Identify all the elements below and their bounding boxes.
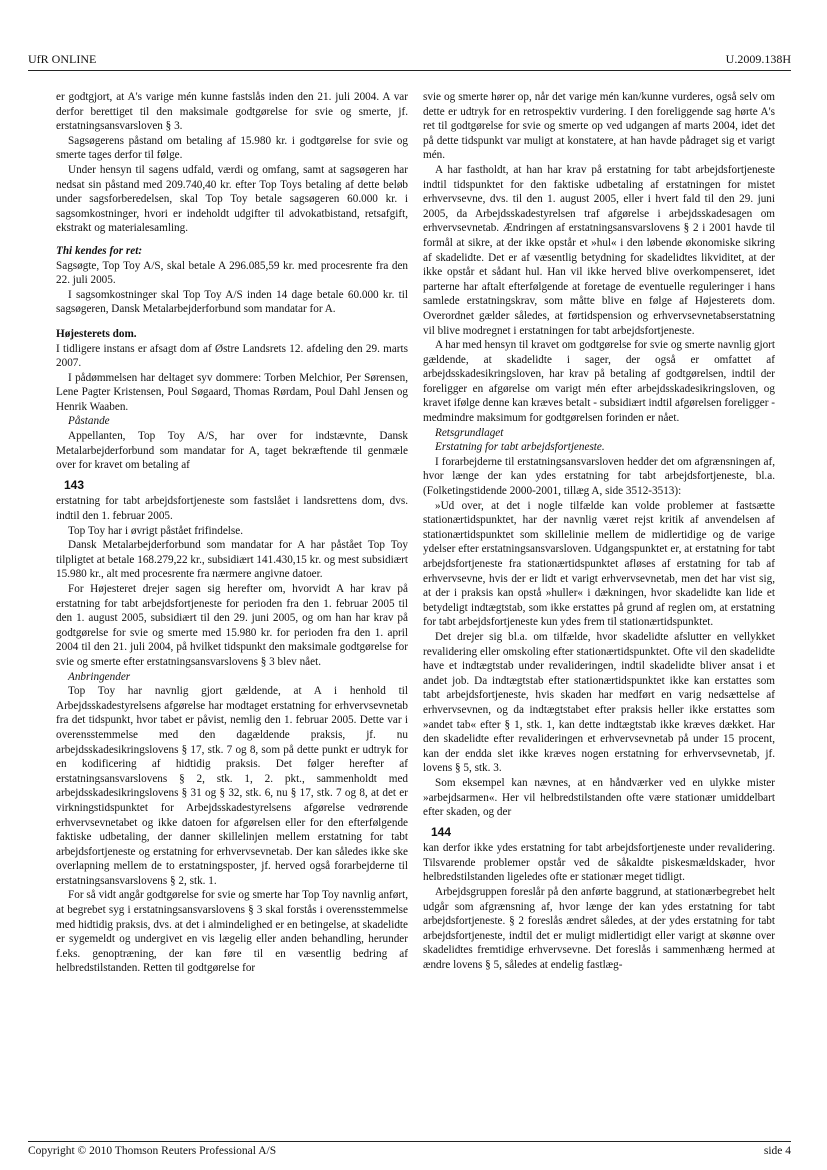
right-column — [423, 90, 775, 973]
paragraph: erstatning for tabt arbejdsfortjeneste som fastslået i landsrettens dom, dvs. indtil den 1. februar 2005. — [56, 495, 408, 523]
paragraph: Arbejdsgruppen foreslår på den anførte baggrund, at stationærbegrebet helt udgår som afgrænsning af, hvor længe der kan ydes erstatning for tabt arbejdsfortjeneste. § 2 foreslås ændret således, at der ydes erstatning for tabt arbejdsfortjeneste, indtil det er muligt midlertidigt eller varigt at skønne over skadelidtes fremtidige erhvervsevne. Det foreslås i sammenhæng hermed at ændre lovens § 5, således at endelig fastlæg- — [423, 886, 775, 972]
paragraph: kan derfor ikke ydes erstatning for tabt arbejdsfortjeneste under revalidering. Tilsvarende problemer opstår ved de såkaldte piskesmældskader, hvor helbredstilstanden ligeledes ofte er stationær meget tidligt. — [423, 842, 775, 884]
paragraph: A har fastholdt, at han har krav på erstatning for tabt arbejdsfortjeneste indtil tidspunktet for den faktiske udbetaling af erstatningen for mistet erhvervsevne, dvs. til den 1. august 2005, eller i hvert fald til den 29. juni 2005, da Arbejdsskadestyrelsen traf afgørelse i arbejdsskadesagen om erhvervsevnetab. Ændringen af erstatningsansvarslovens § 2 i 2001 havde til formål at sikre, at der ikke opstår et »hul« i den løbende økonomiske sikring af skadelidte. Det er af væsentlig betydning for skadelidtes likviditet, at der ikke opstår et sådant hul. Han vil ikke herved blive overkompenseret, idet parterne har aftalt efterfølgende at foretage de eventuelle reguleringer i hans samlede erstatningskrav, som måtte blive en følge af Højesterets dom. Overordnet gælder således, at førtidspension og erhvervsevnetabserstatning vil blive modregnet i erstatningen for tabt arbejdsfortjeneste. — [423, 163, 775, 337]
paragraph: A har med hensyn til kravet om godtgørelse for svie og smerte navnlig gjort gældende, at skadelidte i sager, der også er omfattet af arbejdsskadesikringsloven, har krav på betaling af godtgørelsen, indtil der foreligger en afgørelse om varigt mén efter arbejdsskadesikringsloven, og kravet ifølge denne kan kræves betalt - subsidiært indtil afgørelsen foreligger - medmindre maksimum for godtgørelsen forinden er nået. — [423, 339, 775, 425]
section-heading: Retsgrundlaget — [435, 426, 504, 439]
section-heading: Anbringender — [68, 670, 131, 683]
paragraph: Under hensyn til sagens udfald, værdi og omfang, samt at sagsøgeren har nedsat sin påstand med 209.740,40 kr. efter Top Toys betaling af dette beløb under sagsforberedelsen, skal Top Toy betale sagsøgeren 60.000 kr. i sagsomkostninger, hvori er indeholdt udgifter til advokatbistand, retsafgift, ekstrakt og materialesamling. — [56, 163, 408, 235]
left-column — [56, 90, 408, 976]
paragraph: Sagsøgte, Top Toy A/S, skal betale A 296.085,59 kr. med procesrente fra den 22. juli 2005. — [56, 259, 408, 287]
page-number: side 4 — [763, 1145, 791, 1157]
paragraph: Appellanten, Top Toy A/S, har over for indstævnte, Dansk Metalarbejderforbund som mandatar for A, taget bekræftende til genmæle over for kravet om betaling af — [56, 430, 408, 472]
paragraph: »Ud over, at det i nogle tilfælde kan volde problemer at fastsætte stationærtidspunktet, har der navnlig været rejst kritik af anvendelsen af stationærtidspunktet som skillelinie mellem de midlertidige og de varige ydelser efter erstatningsansvarsloven. Udgangspunktet er, at erstatning for tabt arbejdsfortjeneste fra stationærtidspunktet afløses af erstatning for tab af erhvervsevne, hvis der er lidt et varigt erhvervsevnetab, men det har vist sig, at der i praksis kan opstå »huller« i dækningen, hvor skadelidte kan lide et betydeligt indtægtstab, som ikke erstattes på grund af reglen om, at erstatning for tabt arbejdsfortjeneste kun ydes frem til stationærtidspunktet. — [423, 499, 775, 629]
section-heading: Thi kendes for ret: — [56, 244, 143, 257]
paragraph: Som eksempel kan nævnes, at en håndværker ved en ulykke mister »arbejdsarmen«. Her vil helbredstilstanden ofte være stationær umiddelbart efter skaden, og der — [423, 776, 775, 819]
paragraph: Dansk Metalarbejderforbund som mandatar for A har påstået Top Toy tilpligtet at betale 168.279,22 kr., subsidiært 141.430,15 kr. og mest subsidiært 15.980 kr., alt med procesrente fra nærmere angivne datoer. — [56, 539, 408, 581]
paragraph: For så vidt angår godtgørelse for svie og smerte har Top Toy navnlig anført, at begrebet syg i erstatningsansvarslovens § 3 skal forstås i overensstemmelse med hidtidig praksis, dvs. at det i almindelighed er en betingelse, at skadelidte er sygemeldt og undergivet en vis lægelig eller anden behandling, herunder f.eks. genoptræning, der kan føre til en væsentlig bedring af helbredstilstanden. Retten til godtgørelse for — [56, 889, 408, 975]
paragraph: I pådømmelsen har deltaget syv dommere: Torben Melchior, Per Sørensen, Lene Pagter Kristensen, Poul Søgaard, Thomas Rørdam, Poul Dahl Jensen og Henrik Waaben. — [56, 371, 408, 413]
margin-page-number: 143 — [64, 477, 85, 492]
paragraph: Top Toy har navnlig gjort gældende, at A i henhold til Arbejdsskadestyrelsens afgørelse har modtaget erstatning for erhvervsevnetab fra det tidspunkt, hvor tabet er påvist, nemlig den 1. februar 2005. Dette var i overensstemmelse med den dagældende praksis, jf. nu arbejdsskadesikringslovens § 17, stk. 7 og 8, som på dette punkt er udtryk for en kodificering af hidtidig praksis. Det følger herefter af erstatningsansvarslovens § 2, stk. 1, 2. pkt., sammenholdt med arbejdsskadesikringslovens § 31 og § 32, stk. 6, nu § 17, stk. 7 og 8, at det er virkningstidspunktet for Arbejdsskadestyrelsens afgørelse vedrørende erhvervsevnetabet og ikke datoen for afgørelsen eller for den efterfølgende faktiske udbetaling, der danner skillelinjen mellem erstatning for tabt arbejdsfortjeneste og erstatning for erhvervsevnetab. Der kan således ikke ske overlapning mellem de to erstatningsposter, jf. herved også forarbejderne til erstatningsansvarslovens § 2, stk. 1. — [56, 685, 408, 887]
section-heading: Højesterets dom. — [56, 327, 137, 340]
section-heading: Erstatning for tabt arbejdsfortjeneste. — [435, 441, 605, 454]
publication-name: UfR ONLINE — [28, 52, 97, 66]
document-reference: U.2009.138H — [725, 52, 791, 66]
paragraph: Det drejer sig bl.a. om tilfælde, hvor skadelidte afslutter en vellykket revalidering eller omskoling efter stationærtidspunktet. Ofte vil den skadelidte have et indtægtstab under revalideringen, indtil skadelidte bliver ansat i et andet job. Da indtægtstab efter stationærtidspunktet ikke kan erstattes som tabt arbejdsfortjeneste, hvis skaden har medført en varig nedsættelse af erhvervsevnen, og da indtægtstabet efter praksis heller ikke erstattes som »andet tab« efter § 1, stk. 1, kan dette indtægtstab ikke kræves dækket. Har den skadelidte efter revalideringen et erhvervsevnetab på under 15 procent, kan der endda slet ikke kræves nogen erstatning for erhvervsevnetab, jf. lovens § 5, stk. 3. — [423, 630, 775, 775]
paragraph: Sagsøgerens påstand om betaling af 15.980 kr. i godtgørelse for svie og smerte tages derfor til følge. — [56, 134, 408, 162]
paragraph: For Højesteret drejer sagen sig herefter om, hvorvidt A har krav på erstatning for tabt arbejdsfortjeneste for perioden fra den 1. februar 2005 til den 1. august 2005, subsidiært til den 29. juni 2005, og om han har krav på godtgørelse for svie og smerte med 15.980 kr. for perioden fra den 1. april 2004 til den 21. juli 2004, på hvilket tidspunkt den maksimale godtgørelse for svie og smerte efter erstatningsansvarslovens § 3 blev nået. — [56, 583, 408, 668]
paragraph: svie og smerte hører op, når det varige mén kan/kunne vurderes, også selv om dette er udtryk for en retrospektiv vurdering. I den foreliggende sag hørte A's ret til godtgørelse for svie og smerte op ved udgangen af marts 2004, idet det på dette tidspunkt var muligt at konstatere, at han havde pådraget sig et varigt mén. — [423, 91, 775, 162]
paragraph: I tidligere instans er afsagt dom af Østre Landsrets 12. afdeling den 29. marts 2007. — [56, 342, 408, 370]
copyright-text: Copyright © 2010 Thomson Reuters Professional A/S — [28, 1145, 277, 1157]
page-header — [28, 52, 791, 71]
margin-page-number: 144 — [431, 824, 452, 839]
paragraph: I forarbejderne til erstatningsansvarsloven hedder det om afgrænsningen af, hvor længe der kan ydes erstatning for tabt arbejdsfortjeneste, bl.a. (Folketingstidende 2000-2001, tillæg A, side 3512-3513): — [423, 455, 775, 498]
section-heading: Påstande — [68, 415, 110, 428]
paragraph: er godtgjort, at A's varige mén kunne fastslås inden den 21. juli 2004. A var derfor berettiget til den maksimale godtgørelse for svie og smerte, jf. erstatningsansvarsloven § 3. — [56, 91, 408, 133]
paragraph: Top Toy har i øvrigt påstået frifindelse. — [68, 524, 244, 537]
page-footer — [28, 1141, 791, 1157]
paragraph: I sagsomkostninger skal Top Toy A/S inden 14 dage betale 60.000 kr. til sagsøgeren, Dansk Metalarbejderforbund som mandatar for A. — [56, 288, 408, 316]
